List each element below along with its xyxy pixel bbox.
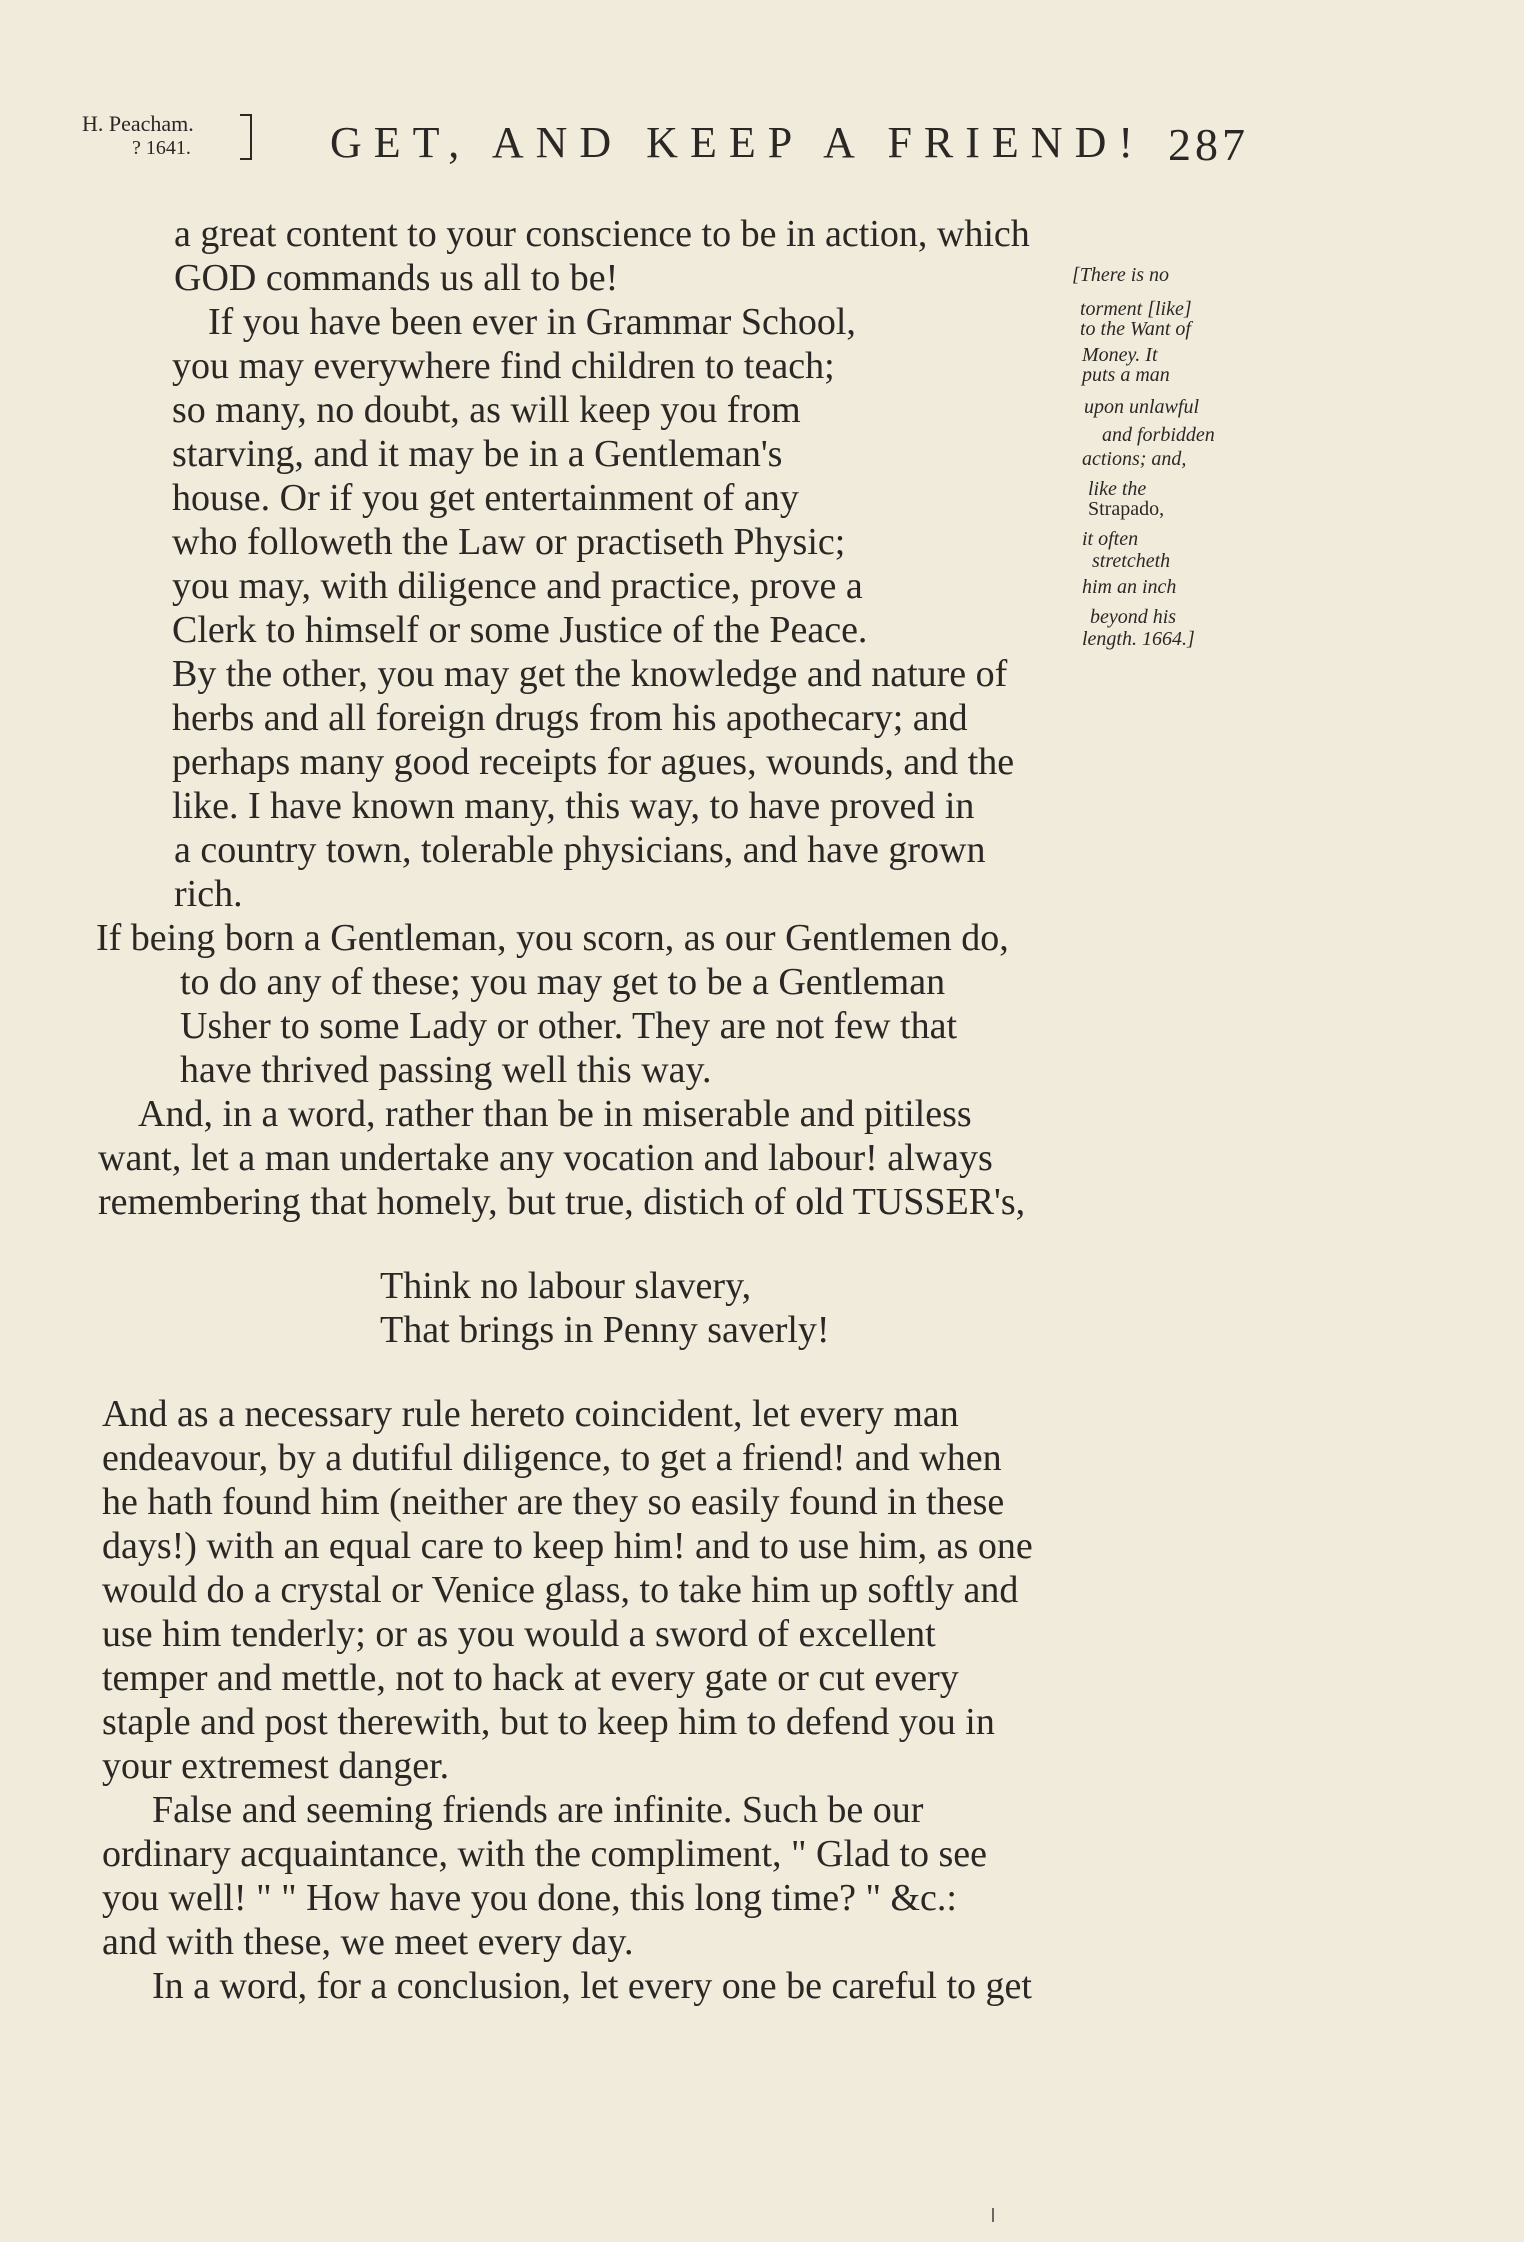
sidenote-line: length. 1664.] xyxy=(1082,628,1195,650)
body-line: GOD commands us all to be! xyxy=(174,257,619,299)
body-line: starving, and it may be in a Gentleman's xyxy=(172,433,783,475)
body-line: would do a crystal or Venice glass, to take him up softly and xyxy=(102,1569,1019,1611)
verse-line: That brings in Penny saverly! xyxy=(380,1309,830,1351)
verse-line: Think no labour slavery, xyxy=(380,1265,752,1307)
body-line: have thrived passing well this way. xyxy=(180,1049,712,1091)
body-line: days!) with an equal care to keep him! and to use him, as one xyxy=(102,1525,1033,1567)
body-line: If you have been ever in Grammar School, xyxy=(208,301,856,343)
body-line: herbs and all foreign drugs from his apothecary; and xyxy=(172,697,968,739)
page-number: 287 xyxy=(1168,119,1249,170)
sidenote-line: beyond his xyxy=(1090,606,1177,628)
sidenote-line: Strapado, xyxy=(1088,498,1165,520)
body-line: In a word, for a conclusion, let every one be careful to get xyxy=(152,1965,1032,2007)
body-line: endeavour, by a dutiful diligence, to get a friend! and when xyxy=(102,1437,1002,1479)
sidenote-line: to the Want of xyxy=(1080,318,1191,340)
body-line: house. Or if you get entertainment of any xyxy=(172,477,799,519)
body-line: a country town, tolerable physicians, and have grown xyxy=(174,829,986,871)
running-header-author xyxy=(82,112,262,160)
body-line: want, let a man undertake any vocation and labour! always xyxy=(98,1137,993,1179)
sidenote-line: it often xyxy=(1082,528,1139,550)
body-line: ordinary acquaintance, with the compliment, " Glad to see xyxy=(102,1833,988,1875)
body-line: remembering that homely, but true, distich of old TUSSER's, xyxy=(98,1181,1026,1223)
body-line: And, in a word, rather than be in miserable and pitiless xyxy=(138,1093,972,1135)
author-name: H. Peacham. xyxy=(82,111,194,136)
body-line: False and seeming friends are infinite. Such be our xyxy=(152,1789,924,1831)
body-line: so many, no doubt, as will keep you from xyxy=(172,389,801,431)
body-line: staple and post therewith, but to keep him to defend you in xyxy=(102,1701,995,1743)
sidenote-line: him an inch xyxy=(1082,576,1177,598)
body-line: he hath found him (neither are they so easily found in these xyxy=(102,1481,1005,1523)
sidenote-line: and forbidden xyxy=(1102,424,1215,446)
body-line: By the other, you may get the knowledge and nature of xyxy=(172,653,1008,695)
sidenote-line: Money. It xyxy=(1082,344,1158,366)
body-line: Usher to some Lady or other. They are not few that xyxy=(180,1005,958,1047)
body-line: like. I have known many, this way, to have proved in xyxy=(172,785,975,827)
body-line: And as a necessary rule hereto coincident, let every man xyxy=(102,1393,959,1435)
author-date: ? 1641. xyxy=(132,137,191,159)
body-line: who followeth the Law or practiseth Physic; xyxy=(172,521,846,563)
sidenote-line: torment [like] xyxy=(1080,298,1192,320)
body-line: your extremest danger. xyxy=(102,1745,450,1787)
body-line: a great content to your conscience to be in action, which xyxy=(174,213,1030,255)
body-line: you may everywhere find children to teach; xyxy=(172,345,835,387)
body-line: you may, with diligence and practice, prove a xyxy=(172,565,863,607)
running-header-title: GET, AND KEEP A FRIEND! xyxy=(330,118,1145,167)
body-line: Clerk to himself or some Justice of the Peace. xyxy=(172,609,868,651)
sidenote-line: stretcheth xyxy=(1092,550,1171,572)
body-line: to do any of these; you may get to be a Gentleman xyxy=(180,961,946,1003)
sidenote-line: upon unlawful xyxy=(1084,396,1200,418)
body-line: and with these, we meet every day. xyxy=(102,1921,634,1963)
body-line: temper and mettle, not to hack at every gate or cut every xyxy=(102,1657,959,1699)
sidenote-line: [There is no xyxy=(1072,264,1170,286)
body-line: use him tenderly; or as you would a sword of excellent xyxy=(102,1613,936,1655)
sidenote-line: puts a man xyxy=(1082,364,1170,386)
body-line: perhaps many good receipts for agues, wounds, and the xyxy=(172,741,1015,783)
print-mark xyxy=(992,2208,994,2222)
body-line: you well! " " How have you done, this long time? " &c.: xyxy=(102,1877,957,1919)
sidenote-line: actions; and, xyxy=(1082,448,1187,470)
body-line: rich. xyxy=(174,873,243,915)
body-line: If being born a Gentleman, you scorn, as our Gentlemen do, xyxy=(96,917,1009,959)
sidenote-line: like the xyxy=(1088,478,1147,500)
header-bracket xyxy=(240,114,252,160)
